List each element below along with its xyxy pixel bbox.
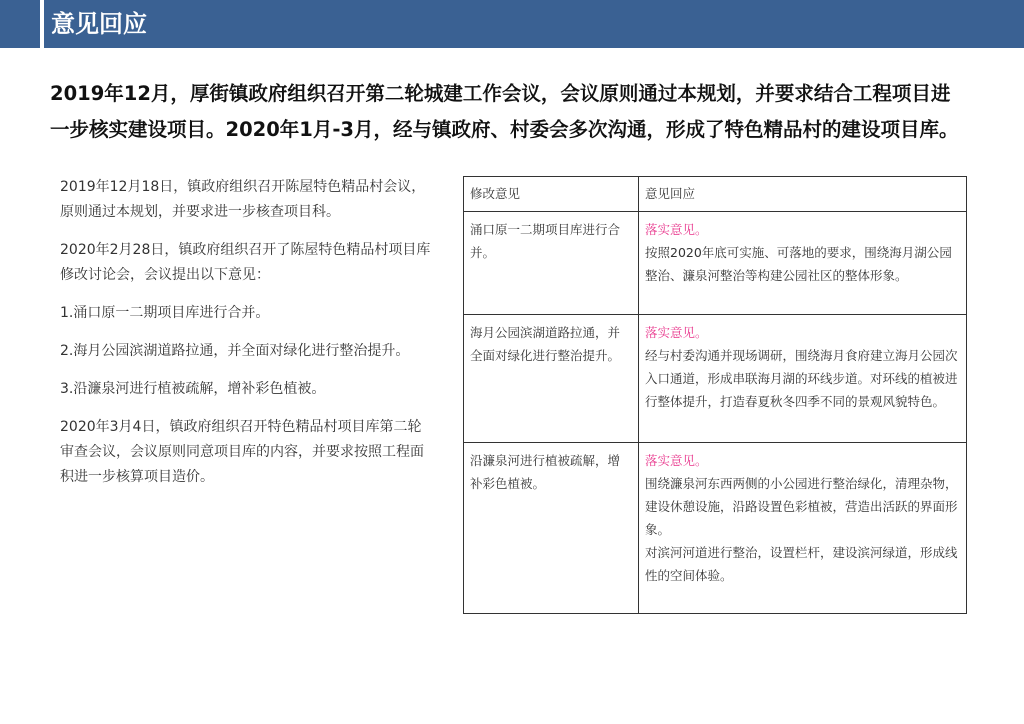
opinion-cell: 海月公园滨湖道路拉通，并全面对绿化进行整治提升。: [464, 315, 639, 443]
table-row: [464, 315, 967, 443]
opinion-cell: 沿濂泉河进行植被疏解，增补彩色植被。: [464, 443, 639, 614]
opinion-response-table: [463, 176, 967, 614]
table-row: [464, 212, 967, 315]
summary-item: 1.涌口原一二期项目库进行合并。: [60, 305, 270, 321]
adopted-status: 落实意见。: [645, 222, 708, 237]
response-cell: [639, 443, 967, 614]
page-title: 意见回应: [51, 10, 147, 38]
response-cell: [639, 212, 967, 315]
response-text: 按照2020年底可实施、可落地的要求，围绕海月湖公园整治、濂泉河整治等构建公园社区的整体形象。: [645, 245, 952, 283]
response-cell: [639, 315, 967, 443]
header-accent-line: [40, 0, 44, 48]
table-header-row: [464, 177, 967, 212]
response-text: 经与村委沟通并现场调研，围绕海月食府建立海月公园次入口通道，形成串联海月湖的环线步道。对环线的植被进行整体提升，打造春夏秋冬四季不同的景观风貌特色。: [645, 348, 958, 409]
column-header-response: 意见回应: [639, 177, 967, 212]
summary-item: 2.海月公园滨湖道路拉通，并全面对绿化进行整治提升。: [60, 343, 410, 359]
summary-item: 3.沿濂泉河进行植被疏解，增补彩色植被。: [60, 381, 326, 397]
table-row: [464, 443, 967, 614]
headline-line-1: 2019年12月，厚街镇政府组织召开第二轮城建工作会议，会议原则通过本规划，并要求结合工程项目进: [50, 82, 951, 105]
header-bar: [0, 0, 1024, 48]
headline: [50, 76, 1010, 148]
adopted-status: 落实意见。: [645, 453, 708, 468]
meeting-summary: [60, 175, 432, 503]
adopted-status: 落实意见。: [645, 325, 708, 340]
opinion-cell: 涌口原一二期项目库进行合并。: [464, 212, 639, 315]
summary-paragraph: 2019年12月18日，镇政府组织召开陈屋特色精品村会议，原则通过本规划，并要求进一步核查项目科。: [60, 179, 426, 220]
headline-line-2: 一步核实建设项目。2020年1月-3月，经与镇政府、村委会多次沟通，形成了特色精品村的建设项目库。: [50, 118, 959, 141]
summary-paragraph: 2020年3月4日，镇政府组织召开特色精品村项目库第二轮审查会议，会议原则同意项目库的内容，并要求按照工程面积进一步核算项目造价。: [60, 419, 424, 485]
summary-paragraph: 2020年2月28日，镇政府组织召开了陈屋特色精品村项目库修改讨论会，会议提出以下意见：: [60, 242, 431, 283]
response-text: 围绕濂泉河东西两侧的小公园进行整治绿化，清理杂物，建设休憩设施，沿路设置色彩植被，营造出活跃的界面形象。: [645, 476, 958, 537]
column-header-opinion: 修改意见: [464, 177, 639, 212]
response-text: 对滨河河道进行整治，设置栏杆，建设滨河绿道，形成线性的空间体验。: [645, 545, 958, 583]
